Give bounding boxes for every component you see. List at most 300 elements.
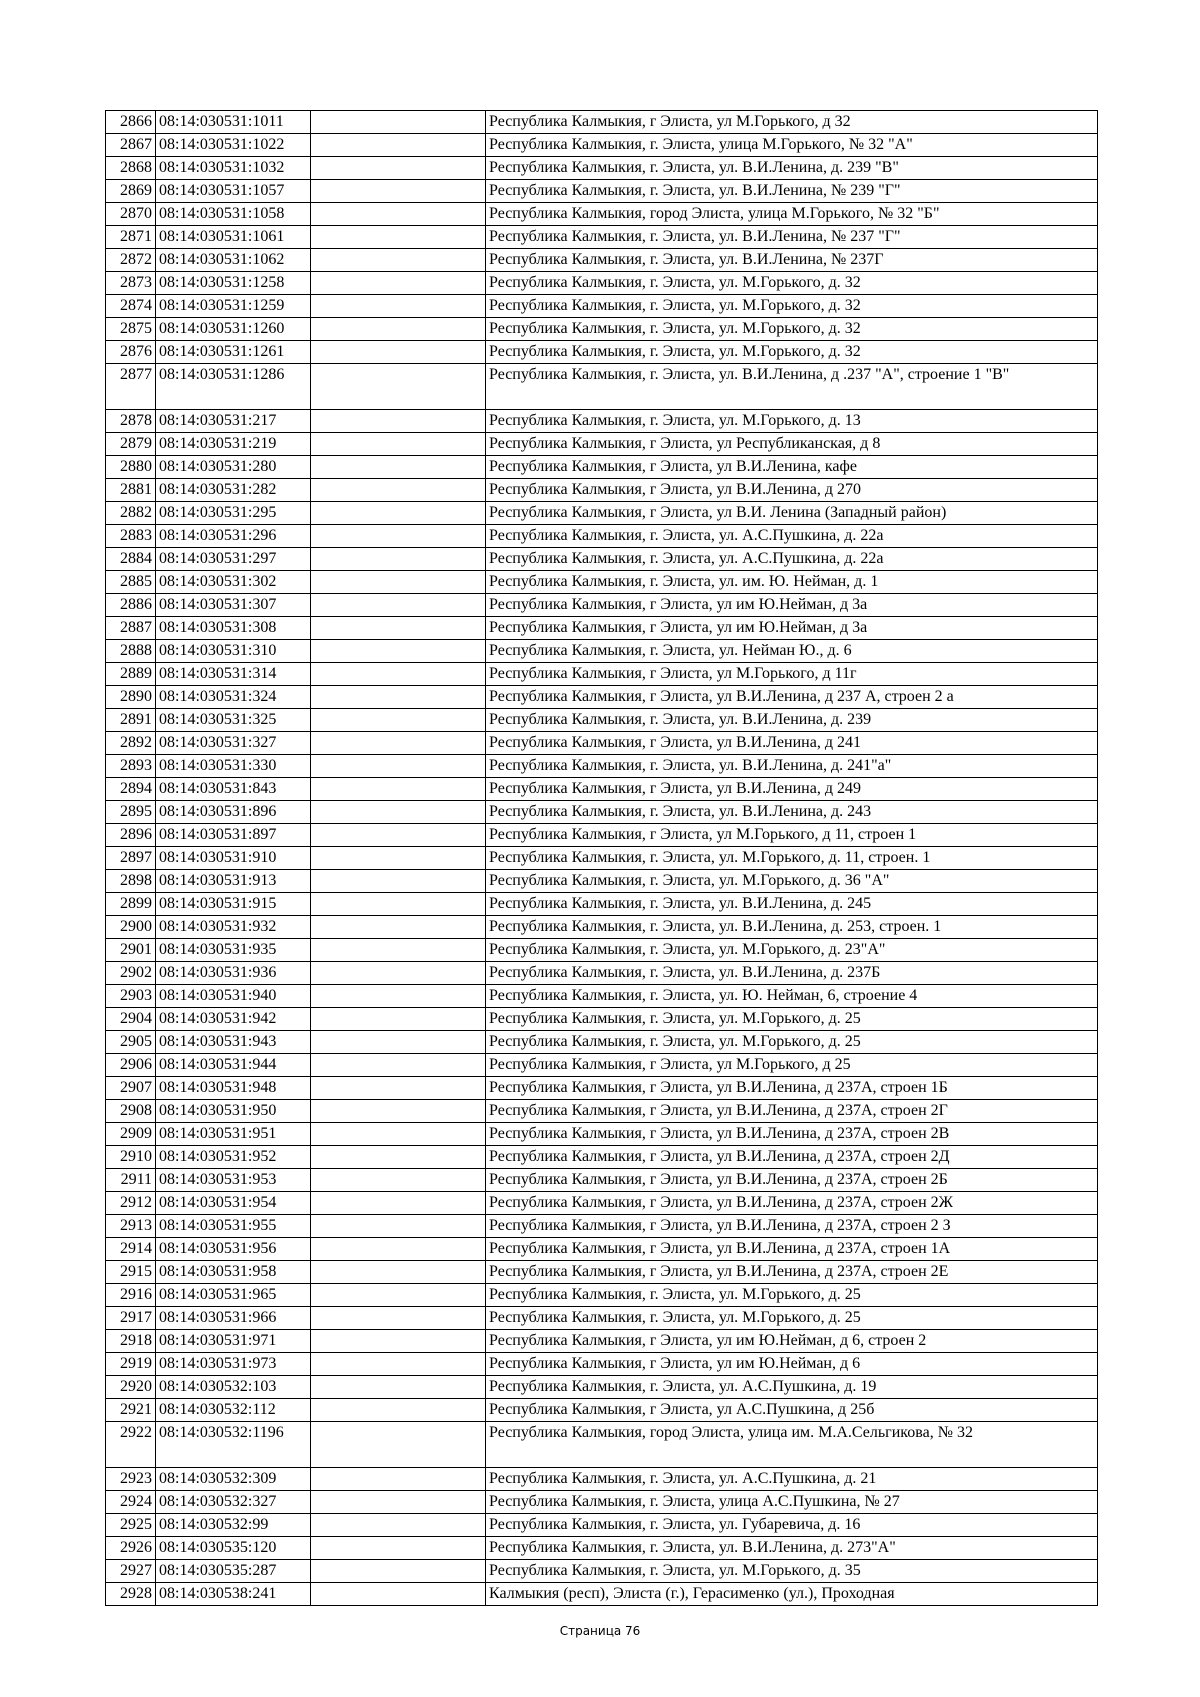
table-row — [106, 962, 1098, 985]
empty-cell — [311, 686, 486, 709]
cadastral-number-cell: 08:14:030531:971 — [156, 1330, 311, 1353]
row-number-cell: 2910 — [106, 1146, 156, 1169]
row-number-cell: 2897 — [106, 847, 156, 870]
cadastral-number-cell: 08:14:030531:282 — [156, 479, 311, 502]
empty-cell — [311, 1192, 486, 1215]
cadastral-number-cell: 08:14:030531:296 — [156, 525, 311, 548]
table-row — [106, 1376, 1098, 1399]
table-row — [106, 157, 1098, 180]
cadastral-number-cell: 08:14:030531:1258 — [156, 272, 311, 295]
table-row — [106, 502, 1098, 525]
table-row — [106, 318, 1098, 341]
cadastral-number-cell: 08:14:030531:913 — [156, 870, 311, 893]
table-row — [106, 571, 1098, 594]
registry-table — [105, 110, 1098, 1606]
table-row — [106, 548, 1098, 571]
empty-cell — [311, 640, 486, 663]
table-row — [106, 1261, 1098, 1284]
empty-cell — [311, 663, 486, 686]
cadastral-number-cell: 08:14:030531:915 — [156, 893, 311, 916]
empty-cell — [311, 1560, 486, 1583]
address-cell: Республика Калмыкия, г. Элиста, ул. им. Ю. Нейман, д. 1 — [486, 571, 1098, 594]
empty-cell — [311, 1583, 486, 1606]
row-number-cell: 2873 — [106, 272, 156, 295]
table-row — [106, 1215, 1098, 1238]
address-cell: Республика Калмыкия, г. Элиста, улица М.Горького, № 32 "А" — [486, 134, 1098, 157]
row-number-cell: 2895 — [106, 801, 156, 824]
cadastral-number-cell: 08:14:030531:956 — [156, 1238, 311, 1261]
table-row — [106, 847, 1098, 870]
table-row — [106, 1008, 1098, 1031]
address-cell: Республика Калмыкия, г. Элиста, ул. А.С.Пушкина, д. 22а — [486, 548, 1098, 571]
cadastral-number-cell: 08:14:030531:1260 — [156, 318, 311, 341]
empty-cell — [311, 479, 486, 502]
table-row — [106, 640, 1098, 663]
address-cell: Республика Калмыкия, г Элиста, ул М.Горького, д 32 — [486, 111, 1098, 134]
table-row — [106, 525, 1098, 548]
address-cell: Республика Калмыкия, г. Элиста, ул. В.И.Ленина, д. 239 — [486, 709, 1098, 732]
cadastral-number-cell: 08:14:030531:965 — [156, 1284, 311, 1307]
empty-cell — [311, 1261, 486, 1284]
cadastral-number-cell: 08:14:030531:896 — [156, 801, 311, 824]
address-cell: Республика Калмыкия, г Элиста, ул В.И.Ленина, д 237А, строен 2Е — [486, 1261, 1098, 1284]
table-row — [106, 939, 1098, 962]
address-cell: Республика Калмыкия, г. Элиста, ул. М.Горького, д. 32 — [486, 318, 1098, 341]
table-row — [106, 479, 1098, 502]
address-cell: Республика Калмыкия, г. Элиста, ул. М.Горького, д. 13 — [486, 410, 1098, 433]
empty-cell — [311, 893, 486, 916]
row-number-cell: 2877 — [106, 364, 156, 410]
empty-cell — [311, 1238, 486, 1261]
address-cell: Республика Калмыкия, г Элиста, ул им Ю.Нейман, д 3а — [486, 594, 1098, 617]
table-row — [106, 1560, 1098, 1583]
empty-cell — [311, 433, 486, 456]
empty-cell — [311, 870, 486, 893]
address-cell: Республика Калмыкия, г Элиста, ул им Ю.Нейман, д 6 — [486, 1353, 1098, 1376]
empty-cell — [311, 1008, 486, 1031]
cadastral-number-cell: 08:14:030531:958 — [156, 1261, 311, 1284]
empty-cell — [311, 709, 486, 732]
table-row — [106, 1284, 1098, 1307]
address-cell: Республика Калмыкия, город Элиста, улица им. М.А.Сельгикова, № 32 — [486, 1422, 1098, 1468]
table-row — [106, 456, 1098, 479]
empty-cell — [311, 180, 486, 203]
empty-cell — [311, 157, 486, 180]
address-cell: Республика Калмыкия, г Элиста, ул В.И.Ленина, д 270 — [486, 479, 1098, 502]
table-row — [106, 1146, 1098, 1169]
empty-cell — [311, 525, 486, 548]
address-cell: Республика Калмыкия, г. Элиста, ул. А.С.Пушкина, д. 22а — [486, 525, 1098, 548]
row-number-cell: 2906 — [106, 1054, 156, 1077]
table-row — [106, 755, 1098, 778]
empty-cell — [311, 134, 486, 157]
cadastral-number-cell: 08:14:030531:302 — [156, 571, 311, 594]
empty-cell — [311, 1376, 486, 1399]
cadastral-number-cell: 08:14:030531:324 — [156, 686, 311, 709]
empty-cell — [311, 755, 486, 778]
cadastral-number-cell: 08:14:030531:955 — [156, 1215, 311, 1238]
table-row — [106, 1031, 1098, 1054]
cadastral-number-cell: 08:14:030531:1058 — [156, 203, 311, 226]
empty-cell — [311, 617, 486, 640]
cadastral-number-cell: 08:14:030531:1259 — [156, 295, 311, 318]
address-cell: Республика Калмыкия, г. Элиста, ул. М.Горького, д. 32 — [486, 295, 1098, 318]
row-number-cell: 2880 — [106, 456, 156, 479]
empty-cell — [311, 318, 486, 341]
cadastral-number-cell: 08:14:030532:99 — [156, 1514, 311, 1537]
cadastral-number-cell: 08:14:030538:241 — [156, 1583, 311, 1606]
address-cell: Республика Калмыкия, г. Элиста, ул. А.С.Пушкина, д. 19 — [486, 1376, 1098, 1399]
table-row — [106, 594, 1098, 617]
row-number-cell: 2886 — [106, 594, 156, 617]
row-number-cell: 2899 — [106, 893, 156, 916]
cadastral-number-cell: 08:14:030531:897 — [156, 824, 311, 847]
cadastral-number-cell: 08:14:030531:950 — [156, 1100, 311, 1123]
empty-cell — [311, 249, 486, 272]
cadastral-number-cell: 08:14:030531:308 — [156, 617, 311, 640]
row-number-cell: 2913 — [106, 1215, 156, 1238]
cadastral-number-cell: 08:14:030531:942 — [156, 1008, 311, 1031]
address-cell: Республика Калмыкия, г. Элиста, ул. В.И.Ленина, № 237Г — [486, 249, 1098, 272]
table-row — [106, 364, 1098, 410]
address-cell: Республика Калмыкия, г Элиста, ул В.И. Ленина (Западный район) — [486, 502, 1098, 525]
table-row — [106, 1399, 1098, 1422]
address-cell: Республика Калмыкия, г. Элиста, ул. М.Горького, д. 32 — [486, 341, 1098, 364]
table-row — [106, 272, 1098, 295]
empty-cell — [311, 1123, 486, 1146]
row-number-cell: 2893 — [106, 755, 156, 778]
empty-cell — [311, 203, 486, 226]
empty-cell — [311, 364, 486, 410]
address-cell: Республика Калмыкия, г. Элиста, ул. М.Горького, д. 25 — [486, 1307, 1098, 1330]
row-number-cell: 2909 — [106, 1123, 156, 1146]
row-number-cell: 2928 — [106, 1583, 156, 1606]
row-number-cell: 2874 — [106, 295, 156, 318]
row-number-cell: 2920 — [106, 1376, 156, 1399]
address-cell: Республика Калмыкия, г. Элиста, ул. В.И.Ленина, д. 237Б — [486, 962, 1098, 985]
cadastral-number-cell: 08:14:030531:314 — [156, 663, 311, 686]
address-cell: Республика Калмыкия, г Элиста, ул В.И.Ленина, д 237А, строен 2Б — [486, 1169, 1098, 1192]
address-cell: Республика Калмыкия, г Элиста, ул А.С.Пушкина, д 25б — [486, 1399, 1098, 1422]
address-cell: Республика Калмыкия, г Элиста, ул им Ю.Нейман, д 3а — [486, 617, 1098, 640]
table-row — [106, 1077, 1098, 1100]
address-cell: Республика Калмыкия, г. Элиста, ул. М.Горького, д. 11, строен. 1 — [486, 847, 1098, 870]
address-cell: Республика Калмыкия, г. Элиста, ул. А.С.Пушкина, д. 21 — [486, 1468, 1098, 1491]
cadastral-number-cell: 08:14:030531:297 — [156, 548, 311, 571]
table-row — [106, 134, 1098, 157]
address-cell: Республика Калмыкия, г. Элиста, ул. В.И.Ленина, д. 239 "В" — [486, 157, 1098, 180]
address-cell: Республика Калмыкия, г. Элиста, ул. В.И.Ленина, д. 243 — [486, 801, 1098, 824]
row-number-cell: 2912 — [106, 1192, 156, 1215]
empty-cell — [311, 732, 486, 755]
cadastral-number-cell: 08:14:030531:936 — [156, 962, 311, 985]
address-cell: Республика Калмыкия, г Элиста, ул М.Горького, д 11, строен 1 — [486, 824, 1098, 847]
cadastral-number-cell: 08:14:030531:932 — [156, 916, 311, 939]
row-number-cell: 2888 — [106, 640, 156, 663]
table-row — [106, 1353, 1098, 1376]
cadastral-number-cell: 08:14:030532:1196 — [156, 1422, 311, 1468]
page-number: Страница 76 — [559, 1624, 641, 1638]
row-number-cell: 2917 — [106, 1307, 156, 1330]
empty-cell — [311, 226, 486, 249]
row-number-cell: 2926 — [106, 1537, 156, 1560]
empty-cell — [311, 502, 486, 525]
empty-cell — [311, 1468, 486, 1491]
table-row — [106, 1583, 1098, 1606]
row-number-cell: 2901 — [106, 939, 156, 962]
cadastral-number-cell: 08:14:030531:1011 — [156, 111, 311, 134]
registry-table-body — [106, 111, 1098, 1606]
row-number-cell: 2923 — [106, 1468, 156, 1491]
address-cell: Республика Калмыкия, г. Элиста, ул. Ю. Нейман, 6, строение 4 — [486, 985, 1098, 1008]
table-row — [106, 1169, 1098, 1192]
table-row — [106, 1491, 1098, 1514]
table-row — [106, 295, 1098, 318]
empty-cell — [311, 341, 486, 364]
row-number-cell: 2890 — [106, 686, 156, 709]
table-row — [106, 1238, 1098, 1261]
address-cell: Республика Калмыкия, г. Элиста, ул. М.Горького, д. 25 — [486, 1031, 1098, 1054]
address-cell: Республика Калмыкия, г Элиста, ул В.И.Ленина, кафе — [486, 456, 1098, 479]
row-number-cell: 2882 — [106, 502, 156, 525]
address-cell: Республика Калмыкия, г Элиста, ул В.И.Ленина, д 237А, строен 1Б — [486, 1077, 1098, 1100]
row-number-cell: 2876 — [106, 341, 156, 364]
table-row — [106, 893, 1098, 916]
address-cell: Республика Калмыкия, г. Элиста, ул. М.Горького, д. 25 — [486, 1008, 1098, 1031]
cadastral-number-cell: 08:14:030532:309 — [156, 1468, 311, 1491]
empty-cell — [311, 824, 486, 847]
empty-cell — [311, 1169, 486, 1192]
row-number-cell: 2866 — [106, 111, 156, 134]
table-row — [106, 916, 1098, 939]
row-number-cell: 2889 — [106, 663, 156, 686]
cadastral-number-cell: 08:14:030531:1062 — [156, 249, 311, 272]
row-number-cell: 2924 — [106, 1491, 156, 1514]
row-number-cell: 2918 — [106, 1330, 156, 1353]
cadastral-number-cell: 08:14:030531:307 — [156, 594, 311, 617]
table-row — [106, 180, 1098, 203]
cadastral-number-cell: 08:14:030531:951 — [156, 1123, 311, 1146]
row-number-cell: 2892 — [106, 732, 156, 755]
row-number-cell: 2883 — [106, 525, 156, 548]
address-cell: Калмыкия (респ), Элиста (г.), Герасименко (ул.), Проходная — [486, 1583, 1098, 1606]
empty-cell — [311, 962, 486, 985]
address-cell: Республика Калмыкия, г. Элиста, ул. В.И.Ленина, д .237 "А", строение 1 "В" — [486, 364, 1098, 410]
empty-cell — [311, 985, 486, 1008]
address-cell: Республика Калмыкия, г. Элиста, улица А.С.Пушкина, № 27 — [486, 1491, 1098, 1514]
table-row — [106, 617, 1098, 640]
address-cell: Республика Калмыкия, г. Элиста, ул. Нейман Ю., д. 6 — [486, 640, 1098, 663]
address-cell: Республика Калмыкия, г Элиста, ул В.И.Ленина, д 237А, строен 2Д — [486, 1146, 1098, 1169]
empty-cell — [311, 456, 486, 479]
row-number-cell: 2903 — [106, 985, 156, 1008]
row-number-cell: 2867 — [106, 134, 156, 157]
address-cell: Республика Калмыкия, г. Элиста, ул. В.И.Ленина, д. 245 — [486, 893, 1098, 916]
address-cell: Республика Калмыкия, г Элиста, ул В.И.Ленина, д 237А, строен 2 З — [486, 1215, 1098, 1238]
table-row — [106, 801, 1098, 824]
row-number-cell: 2900 — [106, 916, 156, 939]
table-row — [106, 1537, 1098, 1560]
empty-cell — [311, 111, 486, 134]
row-number-cell: 2878 — [106, 410, 156, 433]
address-cell: Республика Калмыкия, г Элиста, ул Республиканская, д 8 — [486, 433, 1098, 456]
table-row — [106, 824, 1098, 847]
empty-cell — [311, 1100, 486, 1123]
empty-cell — [311, 939, 486, 962]
empty-cell — [311, 1330, 486, 1353]
address-cell: Республика Калмыкия, г Элиста, ул В.И.Ленина, д 249 — [486, 778, 1098, 801]
row-number-cell: 2891 — [106, 709, 156, 732]
address-cell: Республика Калмыкия, г. Элиста, ул. В.И.Ленина, д. 241"а" — [486, 755, 1098, 778]
row-number-cell: 2916 — [106, 1284, 156, 1307]
cadastral-number-cell: 08:14:030532:112 — [156, 1399, 311, 1422]
table-row — [106, 410, 1098, 433]
cadastral-number-cell: 08:14:030531:966 — [156, 1307, 311, 1330]
table-row — [106, 1123, 1098, 1146]
cadastral-number-cell: 08:14:030532:103 — [156, 1376, 311, 1399]
row-number-cell: 2915 — [106, 1261, 156, 1284]
table-row — [106, 1514, 1098, 1537]
table-row — [106, 732, 1098, 755]
row-number-cell: 2885 — [106, 571, 156, 594]
empty-cell — [311, 1284, 486, 1307]
row-number-cell: 2902 — [106, 962, 156, 985]
address-cell: Республика Калмыкия, г. Элиста, ул. М.Горького, д. 32 — [486, 272, 1098, 295]
address-cell: Республика Калмыкия, г. Элиста, ул. М.Горького, д. 25 — [486, 1284, 1098, 1307]
row-number-cell: 2896 — [106, 824, 156, 847]
empty-cell — [311, 295, 486, 318]
row-number-cell: 2884 — [106, 548, 156, 571]
table-row — [106, 341, 1098, 364]
cadastral-number-cell: 08:14:030531:310 — [156, 640, 311, 663]
cadastral-number-cell: 08:14:030531:325 — [156, 709, 311, 732]
cadastral-number-cell: 08:14:030531:948 — [156, 1077, 311, 1100]
cadastral-number-cell: 08:14:030531:952 — [156, 1146, 311, 1169]
row-number-cell: 2907 — [106, 1077, 156, 1100]
cadastral-number-cell: 08:14:030531:940 — [156, 985, 311, 1008]
table-row — [106, 1307, 1098, 1330]
cadastral-number-cell: 08:14:030531:944 — [156, 1054, 311, 1077]
empty-cell — [311, 410, 486, 433]
cadastral-number-cell: 08:14:030531:1286 — [156, 364, 311, 410]
empty-cell — [311, 1054, 486, 1077]
address-cell: Республика Калмыкия, г Элиста, ул В.И.Ленина, д 241 — [486, 732, 1098, 755]
table-row — [106, 226, 1098, 249]
address-cell: Республика Калмыкия, г. Элиста, ул. М.Горького, д. 35 — [486, 1560, 1098, 1583]
cadastral-number-cell: 08:14:030531:953 — [156, 1169, 311, 1192]
cadastral-number-cell: 08:14:030535:120 — [156, 1537, 311, 1560]
cadastral-number-cell: 08:14:030531:295 — [156, 502, 311, 525]
empty-cell — [311, 1422, 486, 1468]
row-number-cell: 2905 — [106, 1031, 156, 1054]
row-number-cell: 2871 — [106, 226, 156, 249]
row-number-cell: 2919 — [106, 1353, 156, 1376]
empty-cell — [311, 1537, 486, 1560]
address-cell: Республика Калмыкия, г. Элиста, ул. В.И.Ленина, № 237 "Г" — [486, 226, 1098, 249]
address-cell: Республика Калмыкия, г Элиста, ул В.И.Ленина, д 237А, строен 2В — [486, 1123, 1098, 1146]
table-row — [106, 203, 1098, 226]
table-row — [106, 111, 1098, 134]
empty-cell — [311, 1146, 486, 1169]
table-row — [106, 1054, 1098, 1077]
cadastral-number-cell: 08:14:030531:1261 — [156, 341, 311, 364]
cadastral-number-cell: 08:14:030531:943 — [156, 1031, 311, 1054]
address-cell: Республика Калмыкия, г Элиста, ул М.Горького, д 11г — [486, 663, 1098, 686]
cadastral-number-cell: 08:14:030531:1057 — [156, 180, 311, 203]
cadastral-number-cell: 08:14:030532:327 — [156, 1491, 311, 1514]
table-row — [106, 870, 1098, 893]
empty-cell — [311, 1491, 486, 1514]
empty-cell — [311, 571, 486, 594]
address-cell: Республика Калмыкия, г. Элиста, ул. В.И.Ленина, д. 273"А" — [486, 1537, 1098, 1560]
table-row — [106, 1192, 1098, 1215]
address-cell: Республика Калмыкия, г. Элиста, ул. Губаревича, д. 16 — [486, 1514, 1098, 1537]
cadastral-number-cell: 08:14:030531:1061 — [156, 226, 311, 249]
empty-cell — [311, 1399, 486, 1422]
address-cell: Республика Калмыкия, г. Элиста, ул. В.И.Ленина, № 239 "Г" — [486, 180, 1098, 203]
address-cell: Республика Калмыкия, город Элиста, улица М.Горького, № 32 "Б" — [486, 203, 1098, 226]
cadastral-number-cell: 08:14:030535:287 — [156, 1560, 311, 1583]
empty-cell — [311, 847, 486, 870]
cadastral-number-cell: 08:14:030531:219 — [156, 433, 311, 456]
row-number-cell: 2869 — [106, 180, 156, 203]
table-row — [106, 778, 1098, 801]
table-row — [106, 686, 1098, 709]
table-row — [106, 985, 1098, 1008]
table-row — [106, 249, 1098, 272]
empty-cell — [311, 594, 486, 617]
address-cell: Республика Калмыкия, г Элиста, ул В.И.Ленина, д 237А, строен 1А — [486, 1238, 1098, 1261]
row-number-cell: 2908 — [106, 1100, 156, 1123]
row-number-cell: 2868 — [106, 157, 156, 180]
row-number-cell: 2922 — [106, 1422, 156, 1468]
empty-cell — [311, 1514, 486, 1537]
row-number-cell: 2887 — [106, 617, 156, 640]
cadastral-number-cell: 08:14:030531:1022 — [156, 134, 311, 157]
cadastral-number-cell: 08:14:030531:843 — [156, 778, 311, 801]
address-cell: Республика Калмыкия, г. Элиста, ул. М.Горького, д. 36 "А" — [486, 870, 1098, 893]
cadastral-number-cell: 08:14:030531:327 — [156, 732, 311, 755]
empty-cell — [311, 1215, 486, 1238]
empty-cell — [311, 1307, 486, 1330]
table-row — [106, 1468, 1098, 1491]
empty-cell — [311, 1077, 486, 1100]
cadastral-number-cell: 08:14:030531:935 — [156, 939, 311, 962]
row-number-cell: 2881 — [106, 479, 156, 502]
row-number-cell: 2904 — [106, 1008, 156, 1031]
cadastral-number-cell: 08:14:030531:280 — [156, 456, 311, 479]
row-number-cell: 2925 — [106, 1514, 156, 1537]
cadastral-number-cell: 08:14:030531:954 — [156, 1192, 311, 1215]
row-number-cell: 2894 — [106, 778, 156, 801]
row-number-cell: 2927 — [106, 1560, 156, 1583]
cadastral-number-cell: 08:14:030531:330 — [156, 755, 311, 778]
row-number-cell: 2875 — [106, 318, 156, 341]
row-number-cell: 2914 — [106, 1238, 156, 1261]
address-cell: Республика Калмыкия, г. Элиста, ул. М.Горького, д. 23"А" — [486, 939, 1098, 962]
empty-cell — [311, 801, 486, 824]
empty-cell — [311, 1031, 486, 1054]
empty-cell — [311, 916, 486, 939]
address-cell: Республика Калмыкия, г Элиста, ул В.И.Ленина, д 237А, строен 2Г — [486, 1100, 1098, 1123]
address-cell: Республика Калмыкия, г Элиста, ул В.И.Ленина, д 237 А, строен 2 а — [486, 686, 1098, 709]
table-row — [106, 1330, 1098, 1353]
table-row — [106, 1422, 1098, 1468]
table-row — [106, 433, 1098, 456]
empty-cell — [311, 548, 486, 571]
row-number-cell: 2911 — [106, 1169, 156, 1192]
address-cell: Республика Калмыкия, г Элиста, ул М.Горького, д 25 — [486, 1054, 1098, 1077]
